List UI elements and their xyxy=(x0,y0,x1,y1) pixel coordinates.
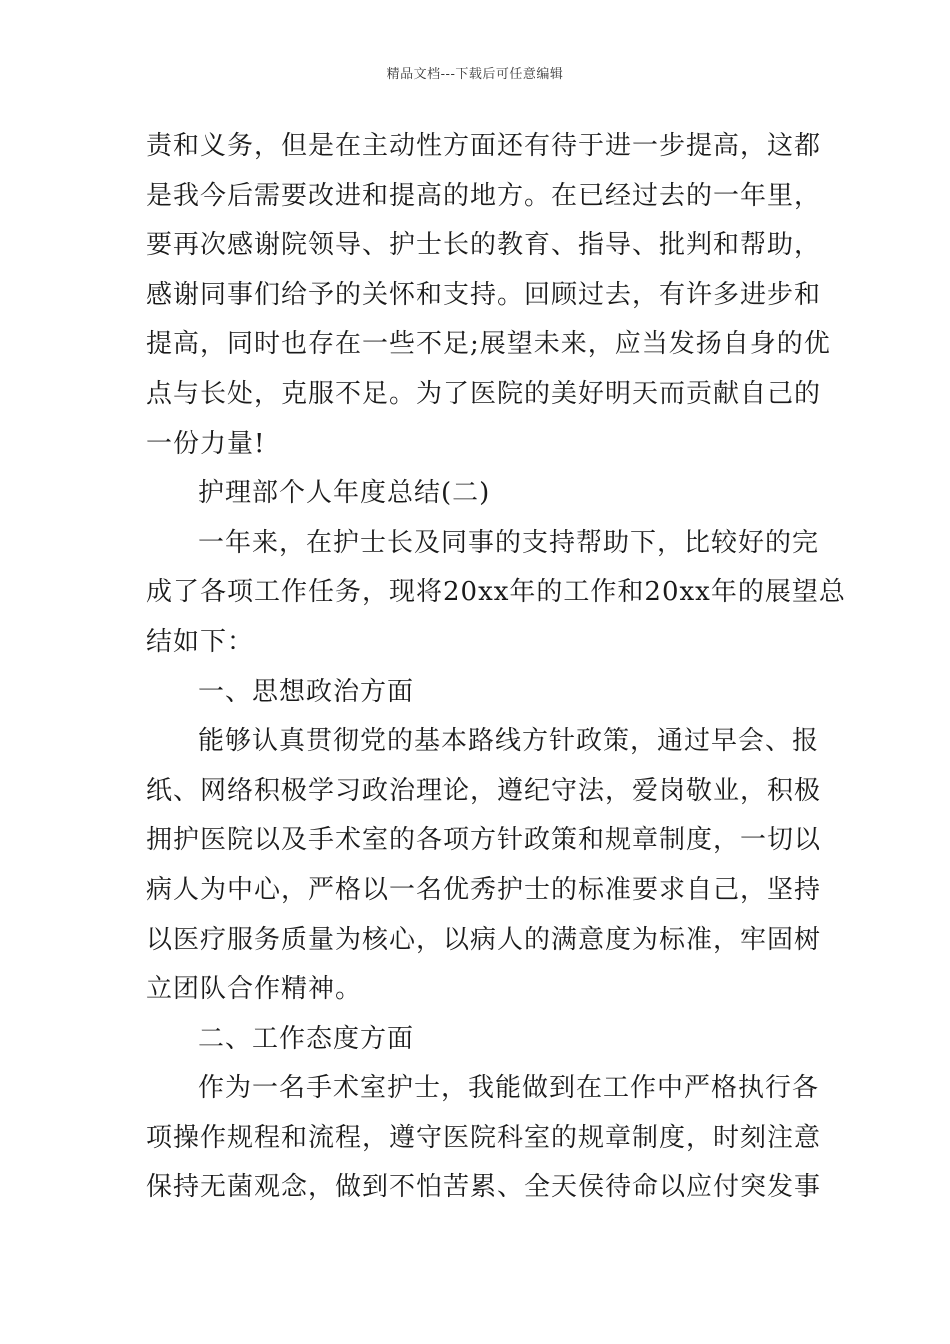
text-line-2: 是我今后需要改进和提高的地方。在已经过去的一年里， xyxy=(146,180,822,211)
text-line-16: 病人为中心，严格以一名优秀护士的标准要求自己，坚持 xyxy=(146,874,822,905)
page-header: 精品文档---下载后可任意编辑 xyxy=(386,67,564,82)
text-line-7: 一份力量! xyxy=(146,428,266,459)
text-line-6: 点与长处，克服不足。为了医院的美好明天而贡献自己的 xyxy=(146,378,822,409)
text-line-18: 立团队合作精神。 xyxy=(146,974,363,1005)
text-line-20: 作为一名手术室护士，我能做到在工作中严格执行各 xyxy=(198,1073,820,1104)
text-line-1: 责和义务，但是在主动性方面还有待于进一步提高，这都 xyxy=(146,131,822,161)
text-line-9: 一年来，在护士长及同事的支持帮助下，比较好的完 xyxy=(198,527,820,558)
subheading-political: 一、思想政治方面 xyxy=(198,676,415,707)
text-line-13: 能够认真贯彻党的基本路线方针政策，通过早会、报 xyxy=(198,726,820,757)
text-line-21: 项操作规程和流程，遵守医院科室的规章制度，时刻注意 xyxy=(146,1122,822,1153)
subheading-attitude: 二、工作态度方面 xyxy=(198,1023,415,1054)
text-line-5: 提高，同时也存在一些不足;展望未来，应当发扬自身的优 xyxy=(146,329,831,360)
text-line-17: 以医疗服务质量为核心，以病人的满意度为标准，牢固树 xyxy=(146,924,822,955)
text-line-15: 拥护医院以及手术室的各项方针政策和规章制度，一切以 xyxy=(146,825,822,856)
text-line-14: 纸、网络积极学习政治理论，遵纪守法，爱岗敬业，积极 xyxy=(146,775,822,806)
text-line-3: 要再次感谢院领导、护士长的教育、指导、批判和帮助， xyxy=(146,230,822,261)
document-body xyxy=(146,122,846,1213)
text-line-10: 成了各项工作任务，现将20xx年的工作和20xx年的展望总 xyxy=(146,577,846,608)
text-line-22: 保持无菌观念，做到不怕苦累、全天侯待命以应付突发事 xyxy=(146,1172,822,1203)
text-line-4: 感谢同事们给予的关怀和支持。回顾过去，有许多进步和 xyxy=(146,279,822,310)
section-title: 护理部个人年度总结(二) xyxy=(198,478,491,509)
text-line-11: 结如下： xyxy=(146,626,255,657)
